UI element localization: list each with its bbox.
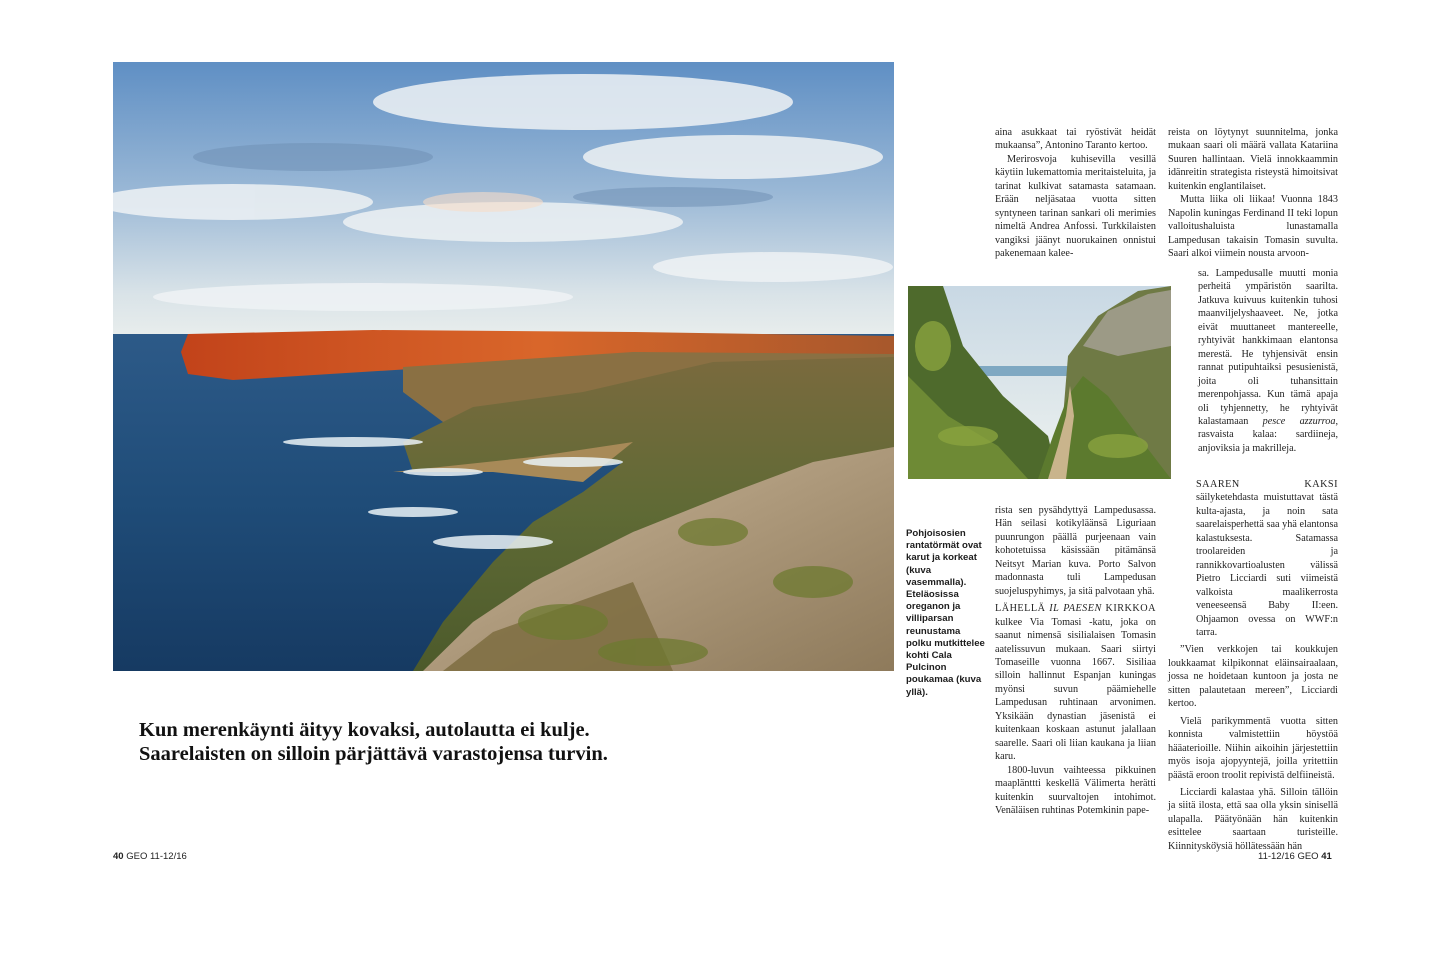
paragraph: aina asukkaat tai ryöstivät heidät mukaansa”, Antonino Taranto kertoo. xyxy=(995,127,1156,152)
cliff-coast-photo xyxy=(113,62,894,671)
section-lead: LÄHELLÄ xyxy=(995,603,1046,615)
issue-label: 11-12/16 GEO xyxy=(1258,851,1319,862)
paragraph: reista on löytynyt suunnitelma, jonka mukaan saari oli määrä vallata Katariina Suuren hallintaan. Vielä innokkaammin idänreitin strategista risteystä himoitsivat kuitenkin englantilaiset. xyxy=(1168,127,1338,192)
page-number: 41 xyxy=(1321,851,1332,862)
paragraph xyxy=(1198,267,1338,455)
body-column xyxy=(1168,478,1338,853)
paragraph-italic: pesce azzurroa xyxy=(1262,415,1336,427)
pull-quote xyxy=(139,718,699,766)
page-number: 40 xyxy=(113,851,124,862)
page-folio-left xyxy=(113,851,187,862)
valley-path-photo xyxy=(908,286,1171,479)
pull-quote-line: Saarelaisten on silloin pärjättävä varastojensa turvin. xyxy=(139,743,608,765)
paragraph: Merirosvoja kuhisevilla vesillä käytiin lukemattomia meritaisteluita, ja tarinat kulkivat satamasta satamaan. Erään neljäsataa vuotta sitten syntyneen tarinan sankari oli merimies nimeltä Andrea Anfossi. Turkkilaisten vangiksi jäänyt nuorukainen onnistui pakenemaan kalee- xyxy=(995,153,1156,260)
body-column xyxy=(995,126,1156,261)
body-column xyxy=(995,504,1156,817)
paragraph: 1800-luvun vaihteessa pikkuinen maaplänttti keskellä Välimerta herätti kuitenkin suurvaltojen intohimot. Venäläisen ruhtinas Potemkinin pape- xyxy=(995,764,1156,816)
paragraph: Mutta liika oli liikaa! Vuonna 1843 Napolin kuningas Ferdinand II teki lopun valloitushaluista lunastamalla Lampedusan takaisin Tomasin suvulta. Saari alkoi viimein nousta arvoon- xyxy=(1168,194,1338,260)
photo-caption: Pohjoisosien rantatörmät ovat karut ja korkeat (kuva vasemmalla). Eteläosissa oreganon ja villiparsan reunustama polku mutkittelee kohti Cala Pulcinon poukamaa (kuva yllä). xyxy=(906,528,985,698)
paragraph xyxy=(995,602,1156,763)
paragraph-text: kulkee Via Tomasi -katu, joka on saanut nimensä sisilialaisen Tomasin aatelissuvun mukaan. Saari siirtyi Tomaseille vuonna 1667. Sisiliaa silloin hallinnut Espanjan kuningas myönsi suvun päämiehelle Lampedusan ruhtinaan arvonimen. Yksikään dynastian jäsenistä ei kuitenkaan koskaan astunut jalallaan saarelle. Saari oli liian kaukana ja liian karu. xyxy=(995,616,1156,763)
paragraph xyxy=(1168,478,1338,639)
paragraph: Vielä parikymmentä vuotta sitten konnista valmistettiin höystöä hääaterioille. Niihin aikoihin järjestettiin myös isoja ajopyyntejä, joilla yritettiin päästä eroon troolit repivistä delfiineistä. xyxy=(1168,715,1338,781)
page-folio-right xyxy=(1258,851,1332,862)
paragraph: rista sen pysähdyttyä Lampedusassa. Hän seilasi kotikyläänsä Liguriaan puunrungon päällä purjeenaan vain kohotetuissa käsissään pitämänsä Neitsyt Marian kuva. Porto Salvon madonnasta tuli Lampedusan suojeluspyhimys, ja sitä palvotaan yhä. xyxy=(995,505,1156,597)
pull-quote-line: Kun merenkäynti äityy kovaksi, autolautta ei kulje. xyxy=(139,719,590,741)
paragraph: Licciardi kalastaa yhä. Silloin tällöin ja siitä ilosta, että saa olla yksin sinisellä ulapalla. Päätyönään hän kuitenkin esittelee saartaan turisteille. Kiinnityskö̈ysiä höllätessään hän xyxy=(1168,786,1338,852)
paragraph-text: säilyketehdasta muistuttavat tästä kulta-ajasta, ja noin sata saarelaisperhettä saa yhä elantonsa kalastuksesta. Satamassa troolareiden ja rannikkovartioalusten välissä Pietro Licciardi suti viimeistä valkoista maalikerrosta veneeseensä Baby II:een. Ohjaamon ovessa on WWF:n tarra. xyxy=(1196,492,1338,638)
body-column xyxy=(1168,126,1338,261)
paragraph: ”Vien verkkojen tai koukkujen loukkaamat kilpikonnat eläinsairaalaan, jossa ne hoidetaan kuntoon ja josta ne sitten palautetaan mereen”, Licciardi kertoo. xyxy=(1168,644,1338,710)
section-lead: KIRKKOA xyxy=(1105,603,1156,615)
paragraph-text: sa. Lampedusalle muutti monia perheitä ympäristön saarilta. Jatkuva kuivuus kuitenkin tuhosi maanviljelyshaaveet. Ne, jotka eivät muuttaneet mantereelle, ryhtyivät hankkimaan elantonsa merestä. He tyhjensivät ensin rannat putipuhtaiksi pesusienistä, joita oli tuhansittain merenpohjassa. Kun tämä apaja oli tyhjennetty, he ryhtyivät kalastamaan xyxy=(1198,268,1338,427)
body-column xyxy=(1198,267,1338,455)
paragraph-text: , rasvaista kalaa: sardiineja, anjoviksia ja makrilleja. xyxy=(1198,415,1338,454)
issue-label: GEO 11-12/16 xyxy=(126,851,187,862)
section-lead: SAAREN KAKSI xyxy=(1196,479,1338,490)
section-lead-italic: IL PAESEN xyxy=(1049,603,1102,615)
